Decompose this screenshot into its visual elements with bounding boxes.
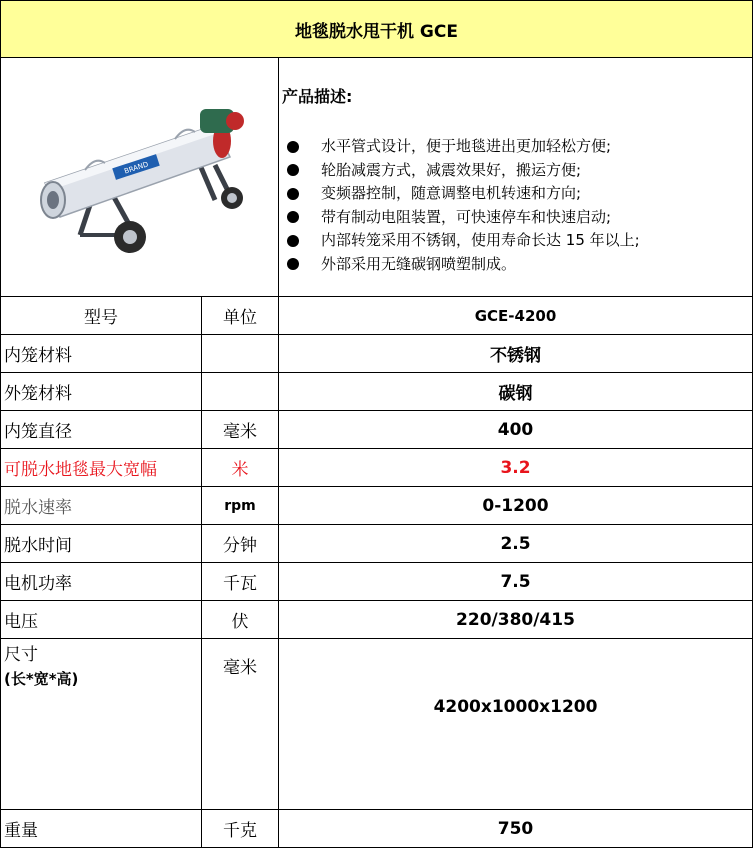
row-value: 750 — [279, 810, 753, 848]
row-label: 重量 — [1, 810, 202, 848]
table-header-row — [1, 297, 753, 335]
list-item: 带有制动电阻装置，可快速停车和快速启动; — [282, 206, 752, 230]
row-value: 7.5 — [279, 563, 753, 601]
row-unit: 伏 — [202, 601, 279, 639]
list-item: 轮胎减震方式，减震效果好，搬运方便; — [282, 159, 752, 183]
row-label-sub: (长*宽*高) — [4, 670, 79, 688]
row-label: 电机功率 — [1, 563, 202, 601]
title-row — [1, 1, 753, 58]
intro-row — [1, 58, 753, 297]
row-unit: 毫米 — [202, 411, 279, 449]
row-value: 0-1200 — [279, 487, 753, 525]
table-row — [1, 601, 753, 639]
row-value: 碳钢 — [279, 373, 753, 411]
row-label: 脱水时间 — [1, 525, 202, 563]
bullet-icon — [287, 211, 299, 223]
table-row — [1, 639, 753, 810]
header-model: 型号 — [1, 297, 202, 335]
table-row — [1, 411, 753, 449]
product-title: 地毯脱水甩干机 GCE — [1, 1, 753, 58]
brand-badge: BRAND — [122, 159, 149, 176]
list-item: 外部采用无缝碳钢喷塑制成。 — [282, 253, 752, 277]
row-unit — [202, 373, 279, 411]
row-value: 4200x1000x1200 — [279, 639, 753, 810]
table-row — [1, 487, 753, 525]
table-row — [1, 810, 753, 848]
bullet-icon — [287, 235, 299, 247]
row-value: 400 — [279, 411, 753, 449]
header-unit: 单位 — [202, 297, 279, 335]
row-label: 脱水速率 — [1, 487, 202, 525]
row-label: 尺寸 (长*宽*高) — [1, 639, 202, 810]
product-image-cell — [1, 58, 279, 297]
row-label: 内笼材料 — [1, 335, 202, 373]
bullet-icon — [287, 164, 299, 176]
list-item: 水平管式设计，便于地毯进出更加轻松方便; — [282, 135, 752, 159]
row-unit: 分钟 — [202, 525, 279, 563]
description-cell — [279, 58, 753, 297]
row-unit: 毫米 — [202, 639, 279, 810]
bullet-icon — [287, 141, 299, 153]
row-value: 220/380/415 — [279, 601, 753, 639]
row-unit: 千瓦 — [202, 563, 279, 601]
table-row — [1, 335, 753, 373]
row-value: 3.2 — [279, 449, 753, 487]
row-unit: 米 — [202, 449, 279, 487]
table-row — [1, 449, 753, 487]
feature-list — [282, 135, 752, 276]
row-label: 可脱水地毯最大宽幅 — [1, 449, 202, 487]
list-item: 内部转笼采用不锈钢，使用寿命长达 15 年以上; — [282, 229, 752, 253]
row-unit — [202, 335, 279, 373]
product-image — [25, 95, 255, 255]
table-row — [1, 563, 753, 601]
row-unit: rpm — [202, 487, 279, 525]
bullet-icon — [287, 258, 299, 270]
description-heading: 产品描述: — [282, 87, 353, 106]
table-row — [1, 373, 753, 411]
row-unit: 千克 — [202, 810, 279, 848]
list-item: 变频器控制，随意调整电机转速和方向; — [282, 182, 752, 206]
table-row — [1, 525, 753, 563]
row-value: 不锈钢 — [279, 335, 753, 373]
header-value: GCE-4200 — [279, 297, 753, 335]
bullet-icon — [287, 188, 299, 200]
row-label: 电压 — [1, 601, 202, 639]
row-value: 2.5 — [279, 525, 753, 563]
row-label: 内笼直径 — [1, 411, 202, 449]
row-label: 外笼材料 — [1, 373, 202, 411]
